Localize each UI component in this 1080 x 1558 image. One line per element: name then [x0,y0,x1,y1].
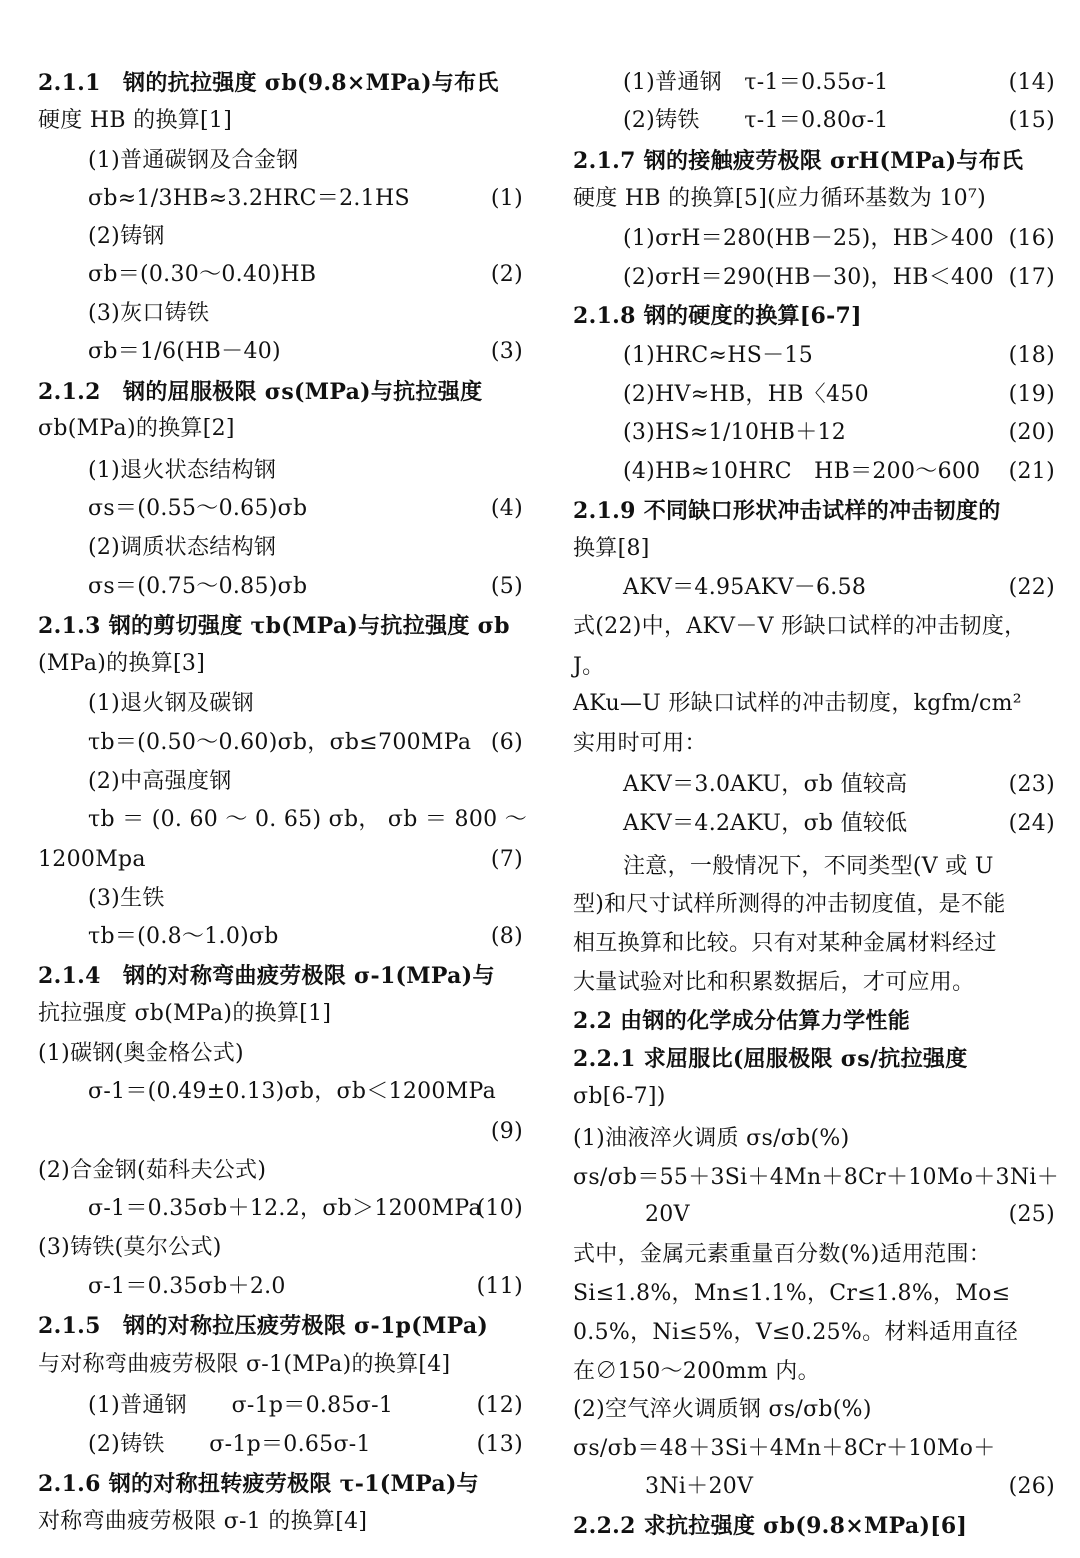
section-heading [38,961,523,993]
text-line [38,1039,523,1071]
text-line [38,999,523,1031]
text-line [573,968,1055,1000]
text-line [38,767,523,799]
text-line [38,456,523,488]
section-heading [573,496,1055,528]
section-heading [573,1511,1055,1543]
section-heading [38,68,523,100]
text-line [573,380,1055,412]
text-line [38,1272,523,1304]
line-text: (1)HRC≈HS－15 [623,343,814,368]
text-line [38,572,523,604]
line-text: (1)退火状态结构钢 [88,458,277,483]
line-text: J。 [573,654,605,679]
text-line [38,805,528,837]
text-line [573,729,1055,761]
line-text: 2.1.7 钢的接触疲劳极限 σrH(MPa)与布氏 [573,148,1024,174]
text-line [38,106,523,138]
equation-number: (13) [476,1432,523,1457]
equation-number: (11) [476,1274,523,1299]
line-text: (1)普通碳钢及合金钢 [88,148,299,173]
line-text: (1)碳钢(奥金格公式) [38,1041,244,1066]
line-text: σb≈1/3HB≈3.2HRC＝2.1HS [88,186,410,211]
equation-number: (1) [490,186,523,211]
text-line [573,457,1055,489]
line-text: (4)HB≈10HRC HB＝200～600 [623,459,981,484]
text-line [573,263,1055,295]
text-line [38,1117,523,1149]
line-text: 2.1.8 钢的硬度的换算[6-7] [573,303,862,329]
equation-number: (22) [1008,575,1055,600]
text-line [573,184,1055,216]
equation-number: (21) [1008,459,1055,484]
line-text: 2.1.2 钢的屈服极限 σs(MPa)与抗拉强度 [38,379,483,405]
text-line [573,1082,1055,1114]
text-line [573,418,1055,450]
line-text: 2.1.3 钢的剪切强度 τb(MPa)与抗拉强度 σb [38,613,510,639]
line-text: (2)中高强度钢 [88,769,232,794]
text-line [573,1318,1055,1350]
text-line [38,728,523,760]
line-text: 大量试验对比和积累数据后，才可应用。 [573,970,975,995]
text-line [573,1357,1055,1389]
line-text: 抗拉强度 σb(MPa)的换算[1] [38,1001,332,1026]
line-text: 对称弯曲疲劳极限 σ-1 的换算[4] [38,1509,368,1534]
line-text: 换算[8] [573,536,650,561]
text-line [573,1240,1055,1272]
text-line [38,884,523,916]
text-line [573,68,1055,100]
text-line [38,1391,523,1423]
line-text: 2.1.6 钢的对称扭转疲劳极限 τ-1(MPa)与 [38,1471,479,1497]
line-text: σb＝(0.30～0.40)HB [88,262,317,287]
line-text: (2)空气淬火调质钢 σs/σb(%) [573,1397,872,1422]
line-text: 1200Mpa [38,847,146,872]
line-text: σs/σb＝48＋3Si＋4Mn＋8Cr＋10Mo＋ [573,1436,996,1461]
text-line [38,337,523,369]
equation-number: (23) [1008,772,1055,797]
equation-number: (25) [1008,1202,1055,1227]
line-text: (2)调质状态结构钢 [88,535,277,560]
equation-number: (9) [490,1119,523,1144]
line-text: 2.2 由钢的化学成分估算力学性能 [573,1008,911,1034]
equation-number: (5) [490,574,523,599]
section-heading [38,1469,523,1501]
line-text: 3Ni＋20V [645,1474,754,1499]
text-line [38,222,523,254]
line-text: (1)普通钢 σ-1p＝0.85σ-1 [88,1393,394,1418]
text-line [38,1430,523,1462]
line-text: 型)和尺寸试样所测得的冲击韧度值，是不能 [573,892,1006,917]
text-line [573,573,1055,605]
text-line [573,809,1055,841]
line-text: (1)油液淬火调质 σs/σb(%) [573,1126,850,1151]
text-line [38,922,523,954]
line-text: 在∅150～200mm 内。 [573,1359,820,1384]
section-heading [38,377,523,409]
text-line [38,494,523,526]
text-line [573,852,1055,884]
equation-number: (19) [1008,382,1055,407]
line-text: σ-1＝(0.49±0.13)σb，σb＜1200MPa [88,1079,497,1104]
text-line [573,689,1055,721]
line-text: σs＝(0.55～0.65)σb [88,496,308,521]
section-heading [573,146,1055,178]
text-line [38,1507,523,1539]
line-text: τb＝(0.8～1.0)σb [88,924,279,949]
text-line [573,1472,1055,1504]
line-text: AKV＝3.0AKU，σb 值较高 [623,772,908,797]
equation-number: (24) [1008,811,1055,836]
line-text: 式(22)中，AKV－V 形缺口试样的冲击韧度， [573,614,1027,639]
equation-number: (7) [490,847,523,872]
equation-number: (14) [1008,70,1055,95]
line-text: 2.1.4 钢的对称弯曲疲劳极限 σ-1(MPa)与 [38,963,495,989]
text-line [573,1279,1055,1311]
line-text: 式中，金属元素重量百分数(%)适用范围： [573,1242,992,1267]
text-line [573,1163,1060,1195]
line-text: (2)HV≈HB，HB〈450 [623,382,869,407]
section-heading [573,1044,1055,1076]
text-line [573,890,1055,922]
text-line [38,1350,523,1382]
line-text: 0.5%，Ni≤5%，V≤0.25%。材料适用直径 [573,1320,1019,1345]
line-text: 2.1.1 钢的抗拉强度 σb(9.8×MPa)与布氏 [38,70,499,96]
line-text: (3)HS≈1/10HB＋12 [623,420,847,445]
text-line [38,649,523,681]
text-line [38,260,523,292]
line-text: (1)普通钢 τ-1＝0.55σ-1 [623,70,889,95]
equation-number: (20) [1008,420,1055,445]
text-line [38,689,523,721]
section-heading [38,611,523,643]
line-text: (MPa)的换算[3] [38,651,206,676]
line-text: σ-1＝0.35σb＋2.0 [88,1274,286,1299]
equation-number: (2) [490,262,523,287]
equation-number: (15) [1008,108,1055,133]
equation-number: (4) [490,496,523,521]
line-text: τb＝(0.50～0.60)σb，σb≤700MPa [88,730,472,755]
text-line [38,299,523,331]
text-line [38,1194,523,1226]
line-text: (1)σrH＝280(HB－25)，HB＞400 [623,226,994,251]
equation-number: (17) [1008,265,1055,290]
text-line [38,1077,523,1109]
line-text: σs＝(0.75～0.85)σb [88,574,308,599]
line-text: 硬度 HB 的换算[1] [38,108,233,133]
line-text: (1)退火钢及碳钢 [88,691,254,716]
line-text: AKV＝4.95AKV－6.58 [623,575,867,600]
text-line [573,1395,1055,1427]
equation-number: (8) [490,924,523,949]
equation-number: (18) [1008,343,1055,368]
line-text: (2)合金钢(茹科夫公式) [38,1158,267,1183]
line-text: (2)σrH＝290(HB－30)，HB＜400 [623,265,994,290]
line-text: 20V [645,1202,690,1227]
text-line [573,612,1055,644]
equation-number: (6) [490,730,523,755]
text-line [573,1200,1055,1232]
line-text: σb[6-7]) [573,1084,666,1109]
text-line [573,341,1055,373]
text-line [38,184,523,216]
line-text: 注意，一般情况下，不同类型(V 或 U [623,854,994,879]
section-heading [573,301,1055,333]
line-text: (2)铸钢 [88,224,165,249]
line-text: (3)铸铁(莫尔公式) [38,1235,222,1260]
line-text: 相互换算和比较。只有对某种金属材料经过 [573,931,997,956]
line-text: σ-1＝0.35σb＋12.2，σb＞1200MPa [88,1196,482,1221]
line-text: Si≤1.8%，Mn≤1.1%，Cr≤1.8%，Mo≤ [573,1281,1011,1306]
text-line [573,770,1055,802]
line-text: σs/σb＝55＋3Si＋4Mn＋8Cr＋10Mo＋3Ni＋ [573,1165,1060,1190]
text-line [573,224,1055,256]
line-text: τb ＝ (0. 60 ～ 0. 65) σb， σb ＝ 800 ～ [88,807,528,832]
equation-number: (3) [490,339,523,364]
text-line [573,652,1055,684]
line-text: AKV＝4.2AKU，σb 值较低 [623,811,908,836]
line-text: σb(MPa)的换算[2] [38,416,235,441]
text-line [38,146,523,178]
line-text: (3)生铁 [88,886,165,911]
equation-number: (10) [476,1196,523,1221]
equation-number: (16) [1008,226,1055,251]
line-text: (3)灰口铸铁 [88,301,210,326]
text-line [573,534,1055,566]
section-heading [38,1311,523,1343]
line-text: 2.1.9 不同缺口形状冲击试样的冲击韧度的 [573,498,1001,524]
text-line [573,929,1055,961]
text-line [38,845,523,877]
text-line [38,414,523,446]
line-text: 与对称弯曲疲劳极限 σ-1(MPa)的换算[4] [38,1352,451,1377]
line-text: σb＝1/6(HB－40) [88,339,281,364]
text-line [38,1233,523,1265]
line-text: AKu—U 形缺口试样的冲击韧度，kgfm/cm² [573,691,1022,716]
line-text: 实用时可用： [573,731,707,756]
text-line [38,1156,523,1188]
line-text: 2.2.1 求屈服比(屈服极限 σs/抗拉强度 [573,1046,968,1072]
text-line [573,1434,1055,1466]
line-text: (2)铸铁 τ-1＝0.80σ-1 [623,108,889,133]
equation-number: (12) [476,1393,523,1418]
equation-number: (26) [1008,1474,1055,1499]
line-text: 2.2.2 求抗拉强度 σb(9.8×MPa)[6] [573,1513,968,1539]
line-text: 2.1.5 钢的对称拉压疲劳极限 σ-1p(MPa) [38,1313,489,1339]
section-heading [573,1006,1055,1038]
line-text: 硬度 HB 的换算[5](应力循环基数为 10⁷) [573,186,986,211]
text-line [38,533,523,565]
text-line [573,106,1055,138]
text-line [573,1124,1055,1156]
line-text: (2)铸铁 σ-1p＝0.65σ-1 [88,1432,371,1457]
